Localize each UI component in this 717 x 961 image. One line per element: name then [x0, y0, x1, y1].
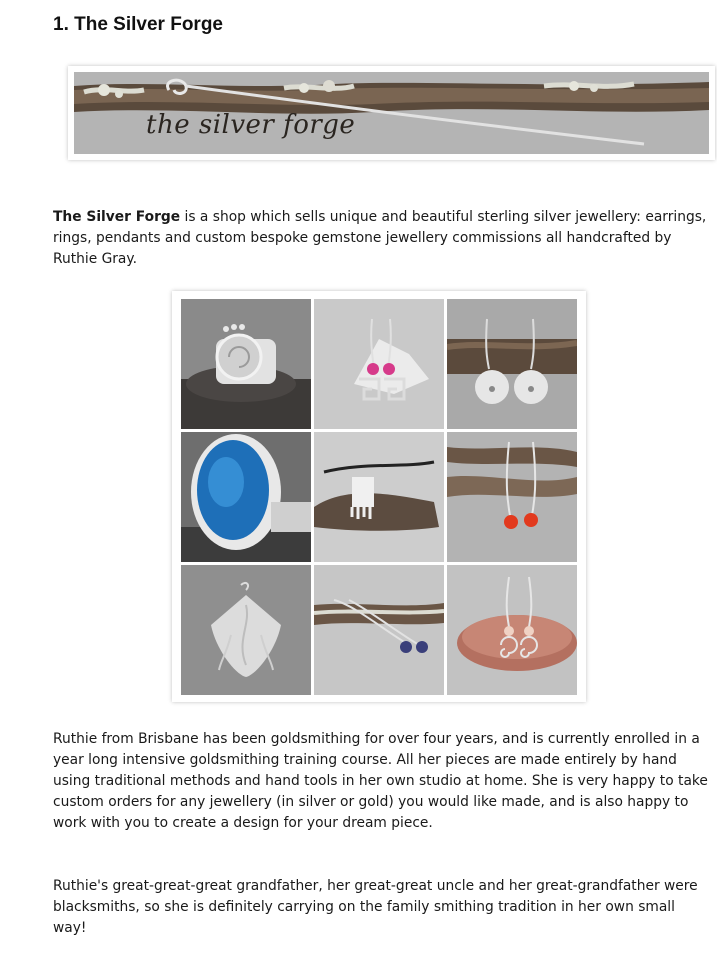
- heritage-paragraph: Ruthie's great-great-great grandfather, her great-great uncle and her great-grandfather were blacksmiths, so she is definitely carrying on the family smithing tradition in her own small way!: [53, 878, 698, 936]
- disc-earrings-on-wood-photo-art: [447, 299, 577, 429]
- spiral-ring-photo-art: [181, 299, 311, 429]
- red-bead-earrings-photo-art: [447, 432, 577, 562]
- gallery-grid: [181, 299, 577, 695]
- banner-logo-text: the silver forge: [146, 110, 356, 140]
- shop-name: The Silver Forge: [53, 209, 181, 225]
- wavy-pendant-photo-art: [181, 565, 311, 695]
- shop-banner: [68, 66, 715, 160]
- wavy-pendant-photo: [181, 565, 311, 695]
- spiral-ring-photo: [181, 299, 311, 429]
- about-paragraph: Ruthie from Brisbane has been goldsmithing for over four years, and is currently enrolled in a year long intensive goldsmithing training course. All her pieces are made entirely by hand using traditional methods and hand tools in her own studio at home. She is very happy to take custom orders for any jewellery (in silver or gold) you would like made, and is also happy to work with you to create a design for your dream piece.: [53, 731, 708, 831]
- blue-bead-hook-earrings-photo: [314, 565, 444, 695]
- red-bead-earrings-photo: [447, 432, 577, 562]
- blue-bead-hook-earrings-photo-art: [314, 565, 444, 695]
- intro-paragraph: [53, 207, 708, 270]
- disc-earrings-on-wood-photo: [447, 299, 577, 429]
- blue-stone-ring-photo: [181, 432, 311, 562]
- comb-pendant-photo-art: [314, 432, 444, 562]
- banner-image: [74, 72, 709, 154]
- blue-stone-ring-photo-art: [181, 432, 311, 562]
- pink-bead-earrings-photo-art: [314, 299, 444, 429]
- spiral-earrings-on-stone-photo-art: [447, 565, 577, 695]
- comb-pendant-photo: [314, 432, 444, 562]
- intro-text: is a shop which sells unique and beautiful sterling silver jewellery: earrings, rings, pendants and custom bespoke gemstone jewellery commissions all handcrafted by Ruthie Gray.: [53, 209, 707, 267]
- spiral-earrings-on-stone-photo: [447, 565, 577, 695]
- product-gallery: [172, 291, 586, 702]
- pink-bead-earrings-photo: [314, 299, 444, 429]
- page-title: 1. The Silver Forge: [53, 14, 223, 35]
